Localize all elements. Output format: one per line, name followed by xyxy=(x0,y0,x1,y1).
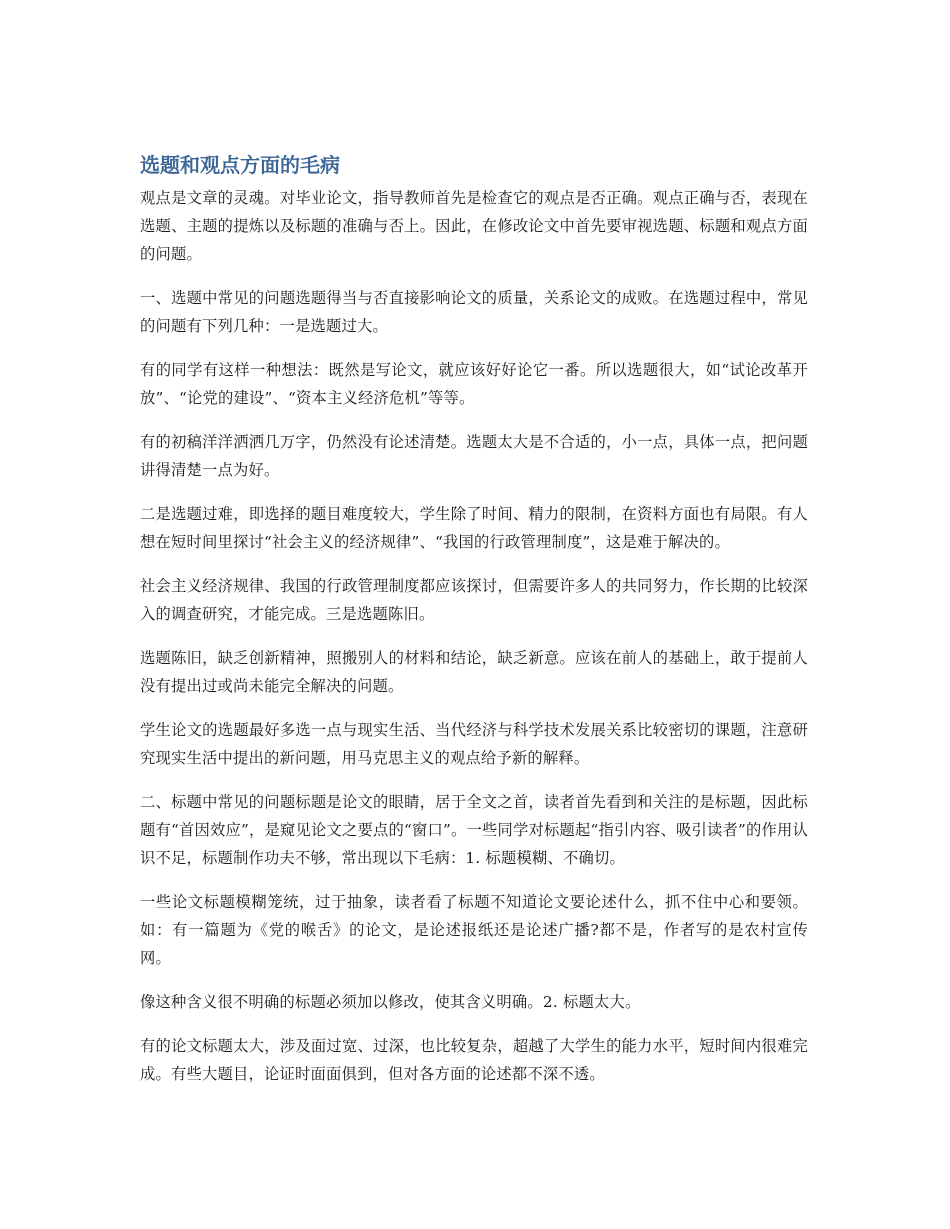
paragraph-11: 像这种含义很不明确的标题必须加以修改，使其含义明确。2. 标题太大。 xyxy=(140,993,641,1011)
document-title: 选题和观点方面的毛病 xyxy=(140,153,340,177)
paragraph-2: 一、选题中常见的问题选题得当与否直接影响论文的质量，关系论文的成败。在选题过程中，常见的问题有下列几种：一是选题过大。 xyxy=(140,289,808,335)
paragraph-3: 有的同学有这样一种想法：既然是写论文，就应该好好论它一番。所以选题很大，如“试论改革开放”、“论党的建设”、“资本主义经济危机”等等。 xyxy=(140,361,808,407)
paragraph-7: 选题陈旧，缺乏创新精神，照搬别人的材料和结论，缺乏新意。应该在前人的基础上，敢于提前人没有提出过或尚未能完全解决的问题。 xyxy=(140,649,808,695)
paragraph-9: 二、标题中常见的问题标题是论文的眼睛，居于全文之首，读者首先看到和关注的是标题，因此标题有“首因效应”，是窥见论文之要点的“窗口”。一些同学对标题起“指引内容、吸引读者”的作用认识不足，标题制作功夫不够，常出现以下毛病：1. 标题模糊、不确切。 xyxy=(140,793,808,867)
document-body xyxy=(140,150,808,1104)
paragraph-1: 观点是文章的灵魂。对毕业论文，指导教师首先是检查它的观点是否正确。观点正确与否，表现在选题、主题的提炼以及标题的准确与否上。因此，在修改论文中首先要审视选题、标题和观点方面的问题。 xyxy=(140,189,808,263)
paragraph-12: 有的论文标题太大，涉及面过宽、过深，也比较复杂，超越了大学生的能力水平，短时间内很难完成。有些大题目，论证时面面俱到，但对各方面的论述都不深不透。 xyxy=(140,1037,808,1083)
paragraph-4: 有的初稿洋洋洒洒几万字，仍然没有论述清楚。选题太大是不合适的，小一点，具体一点，把问题讲得清楚一点为好。 xyxy=(140,433,808,479)
paragraph-6: 社会主义经济规律、我国的行政管理制度都应该探讨，但需要许多人的共同努力，作长期的比较深入的调查研究，才能完成。三是选题陈旧。 xyxy=(140,577,808,623)
paragraph-5: 二是选题过难，即选择的题目难度较大，学生除了时间、精力的限制，在资料方面也有局限。有人想在短时间里探讨“社会主义的经济规律”、“我国的行政管理制度”，这是难于解决的。 xyxy=(140,505,808,551)
paragraph-8: 学生论文的选题最好多选一点与现实生活、当代经济与科学技术发展关系比较密切的课题，注意研究现实生活中提出的新问题，用马克思主义的观点给予新的解释。 xyxy=(140,721,808,767)
paragraph-10: 一些论文标题模糊笼统，过于抽象，读者看了标题不知道论文要论述什么，抓不住中心和要领。如：有一篇题为《党的喉舌》的论文，是论述报纸还是论述广播?都不是，作者写的是农村宣传网。 xyxy=(140,893,808,967)
